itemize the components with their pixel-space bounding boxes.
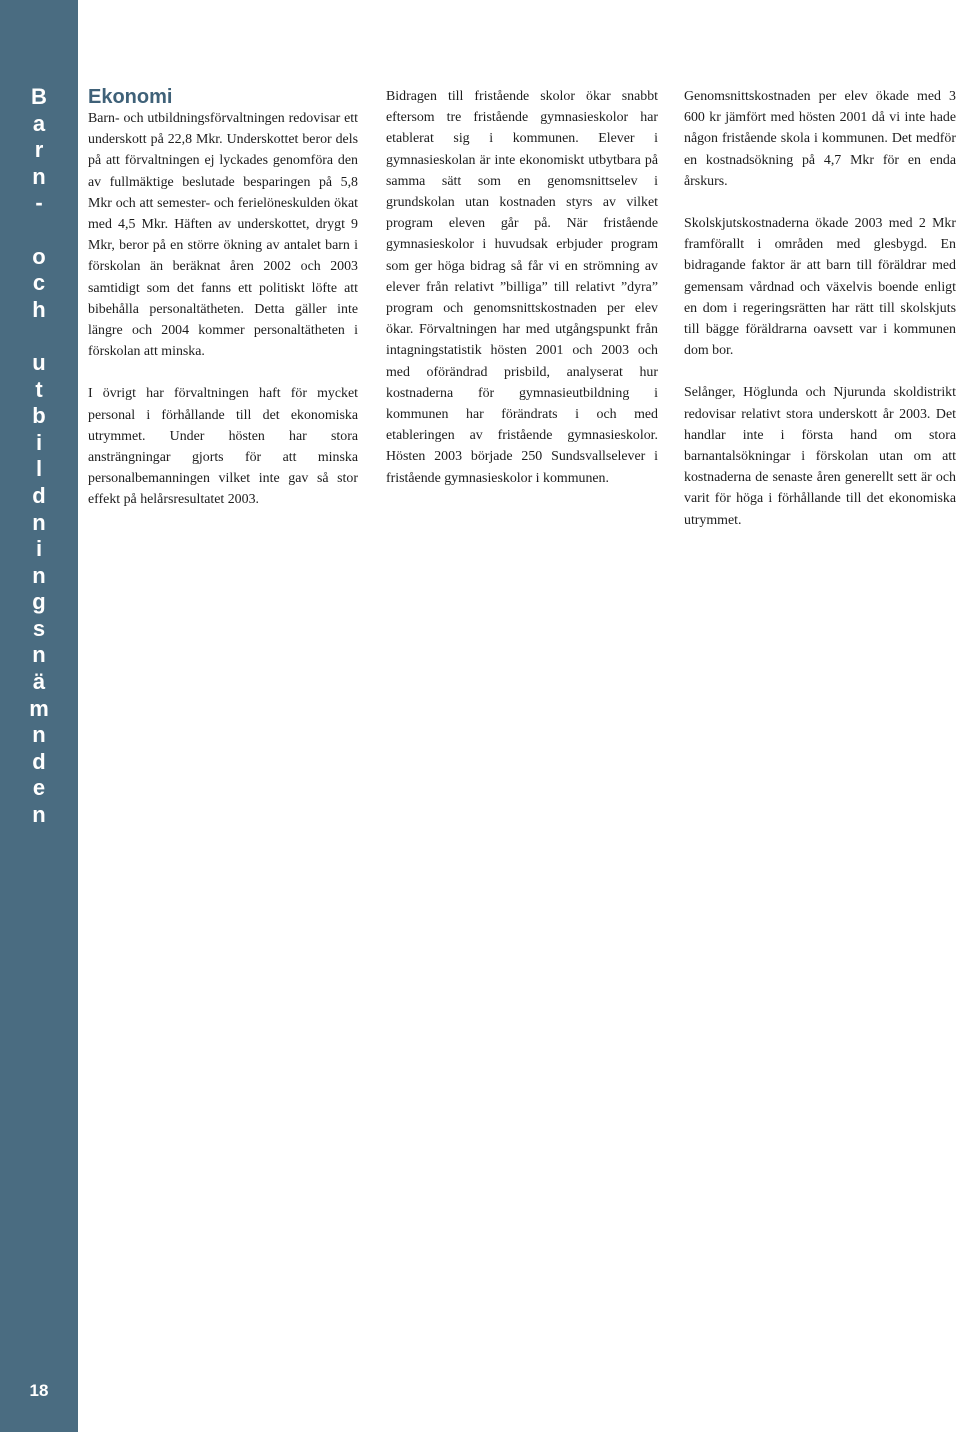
- sidebar-title-letter: i: [35, 429, 43, 455]
- paragraph: Barn- och utbildningsförvaltningen redovisar ett underskott på 22,8 Mkr. Underskottet beror dels på att förvaltningen ej lyckades genomföra den av fullmäktige beslutade besparingen på 5,8 Mkr och att semester- och ferielöneskulden ökat med 4,5 Mkr. Häften av underskottet, drygt 9 Mkr, beror på en större ökning av antalet barn i förskolan än beräknat åren 2002 och 2003 samtidigt som det fanns ett politiskt löfte att bibehålla personaltätheten. Detta gäller inte längre och 2004 kommer personaltätheten i förskolan att minska.: [88, 111, 358, 360]
- sidebar-title-letter: o: [32, 243, 46, 269]
- sidebar-title-letter: n: [32, 163, 46, 189]
- sidebar-title-letter: ä: [32, 669, 46, 695]
- sidebar-title-letter: t: [35, 376, 43, 402]
- sidebar-title-letter: i: [35, 536, 43, 562]
- paragraph: Skolskjutskostnaderna ökade 2003 med 2 Mkr framförallt i områden med glesbygd. En bidragande faktor är att barn till föräldrar med gemensam vårdnad och växelvis boende enligt en dom i regeringsrätten har rätt till skolskjuts till bägge föräldrarna oavsett var i kommunen dom bor.: [684, 216, 956, 359]
- sidebar-title-letter: g: [32, 589, 46, 615]
- sidebar-title-letter: [0, 217, 78, 244]
- page-number: 18: [29, 1381, 49, 1400]
- sidebar-title-letter: e: [32, 775, 46, 801]
- section-heading: Ekonomi: [88, 86, 173, 108]
- sidebar-title-letter: n: [32, 562, 46, 588]
- text-column-1: [88, 86, 358, 532]
- sidebar-title-letter: h: [32, 296, 46, 322]
- sidebar-title-letter: d: [32, 748, 46, 774]
- text-column-3: [684, 86, 956, 552]
- sidebar-title-letter: B: [31, 84, 47, 109]
- sidebar-title-letter: n: [32, 802, 46, 828]
- paragraph: I övrigt har förvaltningen haft för mycket personal i förhållande till det ekonomiska utrymmet. Under hösten har stora ansträngningar gjorts för att minska personalbemanningen vilket inte gav så stor effekt på helårsresultatet 2003.: [88, 386, 358, 508]
- text-column-2: [386, 86, 658, 510]
- sidebar-title-letter: s: [32, 615, 46, 641]
- sidebar-title-letter: r: [34, 137, 44, 163]
- paragraph: Bidragen till fristående skolor ökar snabbt eftersom tre fristående gymnasieskolor har etablerat sig i kommunen. Elever i gymnasieskolan är inte ekonomiskt utbytbara på samma sätt som en genomsnittselev i grundskolan utan kostnaden styrs av vilket program eleven går på. När fristående gymnasieskolor i huvudsak erbjuder program som ger höga bidrag så får vi en strömning av elever från relativt ”billiga” till relativt ”dyra” program och genomsnittskostnaden per elev ökar. Förvaltningen har med utgångspunkt från intagningstatistik hösten 2001 och 2003 och med oförändrad prisbild, analyserat hur kostnaderna för gymnasieutbildning i kommunen har förändrats i och med etableringen av fristående gymnasieskolor. Hösten 2003 började 250 Sundsvallselever i fristående gymnasieskolor i kommunen.: [386, 89, 658, 486]
- sidebar-title-letter: l: [35, 456, 43, 482]
- sidebar-title-letter: n: [32, 722, 46, 748]
- sidebar-title-letter: n: [32, 509, 46, 535]
- sidebar-title-letter: b: [32, 403, 46, 429]
- vertical-section-title: [0, 84, 78, 829]
- paragraph: Selånger, Höglunda och Njurunda skoldistrikt redovisar relativt stora underskott år 2003. Det handlar inte i första hand om stora barnantalsökningar i förskolan utan om att kostnaderna de senaste åren generellt sett är och varit för höga i förhållande till det ekonomiska utrymmet.: [684, 385, 956, 528]
- sidebar-title-letter: d: [32, 482, 46, 508]
- sidebar-title-letter: u: [32, 349, 46, 375]
- sidebar-title-letter: n: [32, 642, 46, 668]
- sidebar-band: [0, 0, 78, 1432]
- sidebar-title-letter: a: [32, 110, 46, 136]
- sidebar-title-letter: m: [29, 695, 49, 721]
- sidebar-title-letter: [0, 323, 78, 350]
- paragraph: Genomsnittskostnaden per elev ökade med 3 600 kr jämfört med hösten 2001 då vi inte hade någon fristående skola i kommunen. Det medför en kostnadsökning på 4,7 Mkr för en enda årskurs.: [684, 89, 956, 189]
- sidebar-title-letter: c: [32, 270, 46, 296]
- sidebar-title-letter: -: [35, 190, 43, 216]
